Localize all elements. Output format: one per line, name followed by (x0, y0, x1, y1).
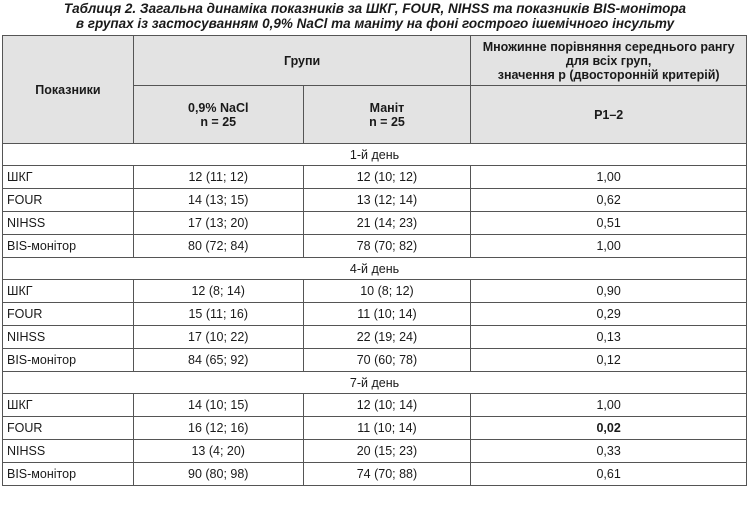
indicator-cell: ШКГ (3, 166, 134, 189)
nacl-cell: 13 (4; 20) (133, 440, 303, 463)
header-nacl-label: 0,9% NaCl (188, 100, 249, 115)
nacl-cell: 14 (13; 15) (133, 189, 303, 212)
day-label: 7-й день (3, 372, 747, 394)
indicator-cell: BIS-монітор (3, 349, 134, 372)
header-indicators: Показники (3, 36, 134, 144)
table-row (3, 166, 747, 189)
caption-line-2: в групах із застосуванням 0,9% NaCl та маніту на фоні гострого ішемічного інсульту (75, 16, 675, 31)
p-value-cell: 0,02 (471, 417, 747, 440)
p-value-cell: 0,90 (471, 280, 747, 303)
nacl-cell: 15 (11; 16) (133, 303, 303, 326)
day-row (3, 258, 747, 280)
indicator-cell: ШКГ (3, 280, 134, 303)
header-comparison-line-1: Множинне порівняння середнього рангу (482, 39, 735, 54)
p-value-cell: 0,61 (471, 463, 747, 486)
manit-cell: 11 (10; 14) (303, 417, 471, 440)
nacl-cell: 12 (11; 12) (133, 166, 303, 189)
nacl-cell: 14 (10; 15) (133, 394, 303, 417)
p-value-cell: 1,00 (471, 235, 747, 258)
header-manit (303, 86, 471, 144)
table-row (3, 189, 747, 212)
header-comparison-line-2: для всіх груп, (565, 53, 652, 68)
nacl-cell: 84 (65; 92) (133, 349, 303, 372)
indicator-cell: ШКГ (3, 394, 134, 417)
p-value-cell: 0,33 (471, 440, 747, 463)
manit-cell: 11 (10; 14) (303, 303, 471, 326)
table-row (3, 303, 747, 326)
table-row (3, 326, 747, 349)
table-row (3, 235, 747, 258)
p-value-cell: 0,12 (471, 349, 747, 372)
manit-cell: 13 (12; 14) (303, 189, 471, 212)
header-nacl (133, 86, 303, 144)
manit-cell: 12 (10; 14) (303, 394, 471, 417)
header-comparison (471, 36, 747, 86)
indicator-cell: FOUR (3, 189, 134, 212)
p-value-cell: 0,29 (471, 303, 747, 326)
indicator-cell: FOUR (3, 303, 134, 326)
p-value-cell: 1,00 (471, 166, 747, 189)
manit-cell: 20 (15; 23) (303, 440, 471, 463)
indicator-cell: NIHSS (3, 440, 134, 463)
header-p: Р1–2 (471, 86, 747, 144)
nacl-cell: 90 (80; 98) (133, 463, 303, 486)
indicator-cell: FOUR (3, 417, 134, 440)
day-row (3, 372, 747, 394)
manit-cell: 10 (8; 12) (303, 280, 471, 303)
manit-cell: 74 (70; 88) (303, 463, 471, 486)
header-groups: Групи (133, 36, 470, 86)
indicator-cell: BIS-монітор (3, 463, 134, 486)
table-row (3, 440, 747, 463)
indicator-cell: NIHSS (3, 212, 134, 235)
indicator-cell: NIHSS (3, 326, 134, 349)
table-row (3, 394, 747, 417)
table-row (3, 349, 747, 372)
nacl-cell: 17 (10; 22) (133, 326, 303, 349)
header-manit-n: n = 25 (369, 114, 405, 129)
table-row (3, 280, 747, 303)
header-comparison-line-3: значення р (двосторонній критерій) (497, 67, 720, 82)
manit-cell: 12 (10; 12) (303, 166, 471, 189)
indicator-cell: BIS-монітор (3, 235, 134, 258)
header-manit-label: Маніт (369, 100, 405, 115)
nacl-cell: 17 (13; 20) (133, 212, 303, 235)
table-row (3, 212, 747, 235)
day-label: 1-й день (3, 144, 747, 166)
nacl-cell: 16 (12; 16) (133, 417, 303, 440)
p-value-cell: 1,00 (471, 394, 747, 417)
p-value-cell: 0,13 (471, 326, 747, 349)
manit-cell: 70 (60; 78) (303, 349, 471, 372)
table-row (3, 417, 747, 440)
manit-cell: 22 (19; 24) (303, 326, 471, 349)
p-value-cell: 0,51 (471, 212, 747, 235)
nacl-cell: 80 (72; 84) (133, 235, 303, 258)
table-caption (0, 0, 750, 31)
nacl-cell: 12 (8; 14) (133, 280, 303, 303)
results-table (2, 35, 747, 486)
manit-cell: 78 (70; 82) (303, 235, 471, 258)
caption-line-1: Таблиця 2. Загальна динаміка показників за ШКГ, FOUR, NIHSS та показників BIS-монітора (63, 1, 687, 16)
header-nacl-n: n = 25 (200, 114, 237, 129)
table-body (3, 144, 747, 486)
manit-cell: 21 (14; 23) (303, 212, 471, 235)
p-value-cell: 0,62 (471, 189, 747, 212)
day-row (3, 144, 747, 166)
day-label: 4-й день (3, 258, 747, 280)
table-row (3, 463, 747, 486)
